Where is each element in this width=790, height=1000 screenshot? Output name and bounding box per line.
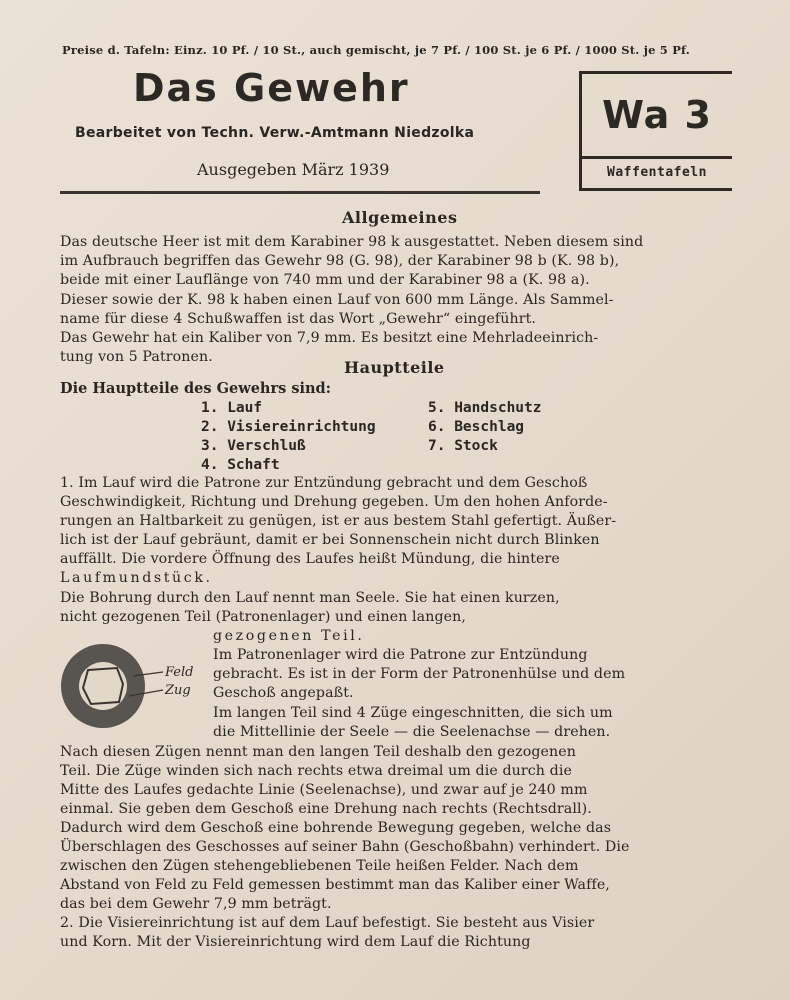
series-box [579, 156, 732, 191]
text-line: 1. Im Lauf wird die Patrone zur Entzündung gebracht und dem Geschoß [60, 475, 588, 491]
text-line: die Mittellinie der Seele — die Seelenachse — drehen. [213, 724, 611, 740]
text-line: Dieser sowie der K. 98 k haben einen Lauf von 600 mm Länge. Als Sammel- [60, 292, 614, 308]
code-label: Wa 3 [602, 93, 712, 137]
part-item: 1. Lauf [201, 400, 263, 416]
part-item: 3. Verschluß [201, 438, 306, 454]
text-line: nicht gezogenen Teil (Patronenlager) und einen langen, [60, 609, 467, 625]
text-line: beide mit einer Lauflänge von 740 mm und der Karabiner 98 a (K. 98 a). [60, 272, 590, 288]
series-label: Waffentafeln [607, 164, 707, 180]
section-heading-main-parts: Hauptteile [344, 358, 445, 377]
text-line: Dadurch wird dem Geschoß eine bohrende Bewegung gegeben, welche das [60, 820, 612, 836]
part-item: 5. Handschutz [428, 400, 542, 416]
document-title: Das Gewehr [133, 66, 410, 110]
text-line: lich ist der Lauf gebräunt, damit er bei Sonnenschein nicht durch Blinken [60, 532, 600, 548]
section-heading-general: Allgemeines [342, 208, 458, 227]
text-line: Die Bohrung durch den Lauf nennt man Seele. Sie hat einen kurzen, [60, 590, 560, 606]
text-line: das bei dem Gewehr 7,9 mm beträgt. [60, 896, 332, 912]
text-line: im Aufbrauch begriffen das Gewehr 98 (G. 98), der Karabiner 98 b (K. 98 b), [60, 253, 620, 269]
text-line: Überschlagen des Geschosses auf seiner Bahn (Geschoßbahn) verhindert. Die [60, 839, 630, 855]
text-line: Geschoß angepaßt. [213, 685, 354, 701]
part-item: 7. Stock [428, 438, 498, 454]
author-line: Bearbeitet von Techn. Verw.-Amtmann Niedzolka [75, 125, 475, 141]
text-line: Im Patronenlager wird die Patrone zur Entzündung [213, 647, 588, 663]
field-label: Feld [165, 665, 194, 680]
part-item: 6. Beschlag [428, 419, 525, 435]
header-divider [60, 191, 540, 194]
part-item: 2. Visiereinrichtung [201, 419, 376, 435]
text-line: tung von 5 Patronen. [60, 349, 213, 365]
text-line: einmal. Sie geben dem Geschoß eine Drehung nach rechts (Rechtsdrall). [60, 801, 592, 817]
text-line: Im langen Teil sind 4 Züge eingeschnitten, die sich um [213, 705, 613, 721]
text-line: und Korn. Mit der Visiereinrichtung wird dem Lauf die Richtung [60, 934, 531, 950]
text-line: 2. Die Visiereinrichtung ist auf dem Lauf befestigt. Sie besteht aus Visier [60, 915, 595, 931]
text-line: Abstand von Feld zu Feld gemessen bestimmt man das Kaliber einer Waffe, [60, 877, 610, 893]
text-line: rungen an Haltbarkeit zu genügen, ist er aus bestem Stahl gefertigt. Äußer- [60, 513, 617, 529]
issue-date: Ausgegeben März 1939 [197, 160, 390, 179]
text-line: Das Gewehr hat ein Kaliber von 7,9 mm. Es besitzt eine Mehrladeeinrich- [60, 330, 599, 346]
text-line: Geschwindigkeit, Richtung und Drehung gegeben. Um den hohen Anforde- [60, 494, 608, 510]
groove-label: Zug [165, 683, 191, 698]
text-line: auffällt. Die vordere Öffnung des Laufes heißt Mündung, die hintere [60, 551, 560, 567]
text-line: Nach diesen Zügen nennt man den langen Teil deshalb den gezogenen [60, 744, 576, 760]
text-line: gebracht. Es ist in der Form der Patronenhülse und dem [213, 666, 626, 682]
part-item: 4. Schaft [201, 457, 280, 473]
text-line: Mitte des Laufes gedachte Linie (Seelenachse), und zwar auf je 240 mm [60, 782, 588, 798]
text-line: Teil. Die Züge winden sich nach rechts etwa dreimal um die durch die [60, 763, 572, 779]
main-parts-intro: Die Hauptteile des Gewehrs sind: [60, 380, 332, 397]
text-line: name für diese 4 Schußwaffen ist das Wort „Gewehr“ eingeführt. [60, 311, 537, 327]
text-line: gezogenen Teil. [213, 628, 365, 644]
barrel-cross-section-diagram [55, 640, 205, 740]
text-line: Das deutsche Heer ist mit dem Karabiner 98 k ausgestattet. Neben diesem sind [60, 234, 644, 250]
text-line: zwischen den Zügen stehengebliebenen Teile heißen Felder. Nach dem [60, 858, 579, 874]
price-line: Preise d. Tafeln: Einz. 10 Pf. / 10 St., auch gemischt, je 7 Pf. / 100 St. je 6 Pf. / 1000 St. je 5 Pf. [62, 43, 690, 57]
text-line: Laufmundstück. [60, 570, 213, 586]
code-box [579, 71, 732, 159]
